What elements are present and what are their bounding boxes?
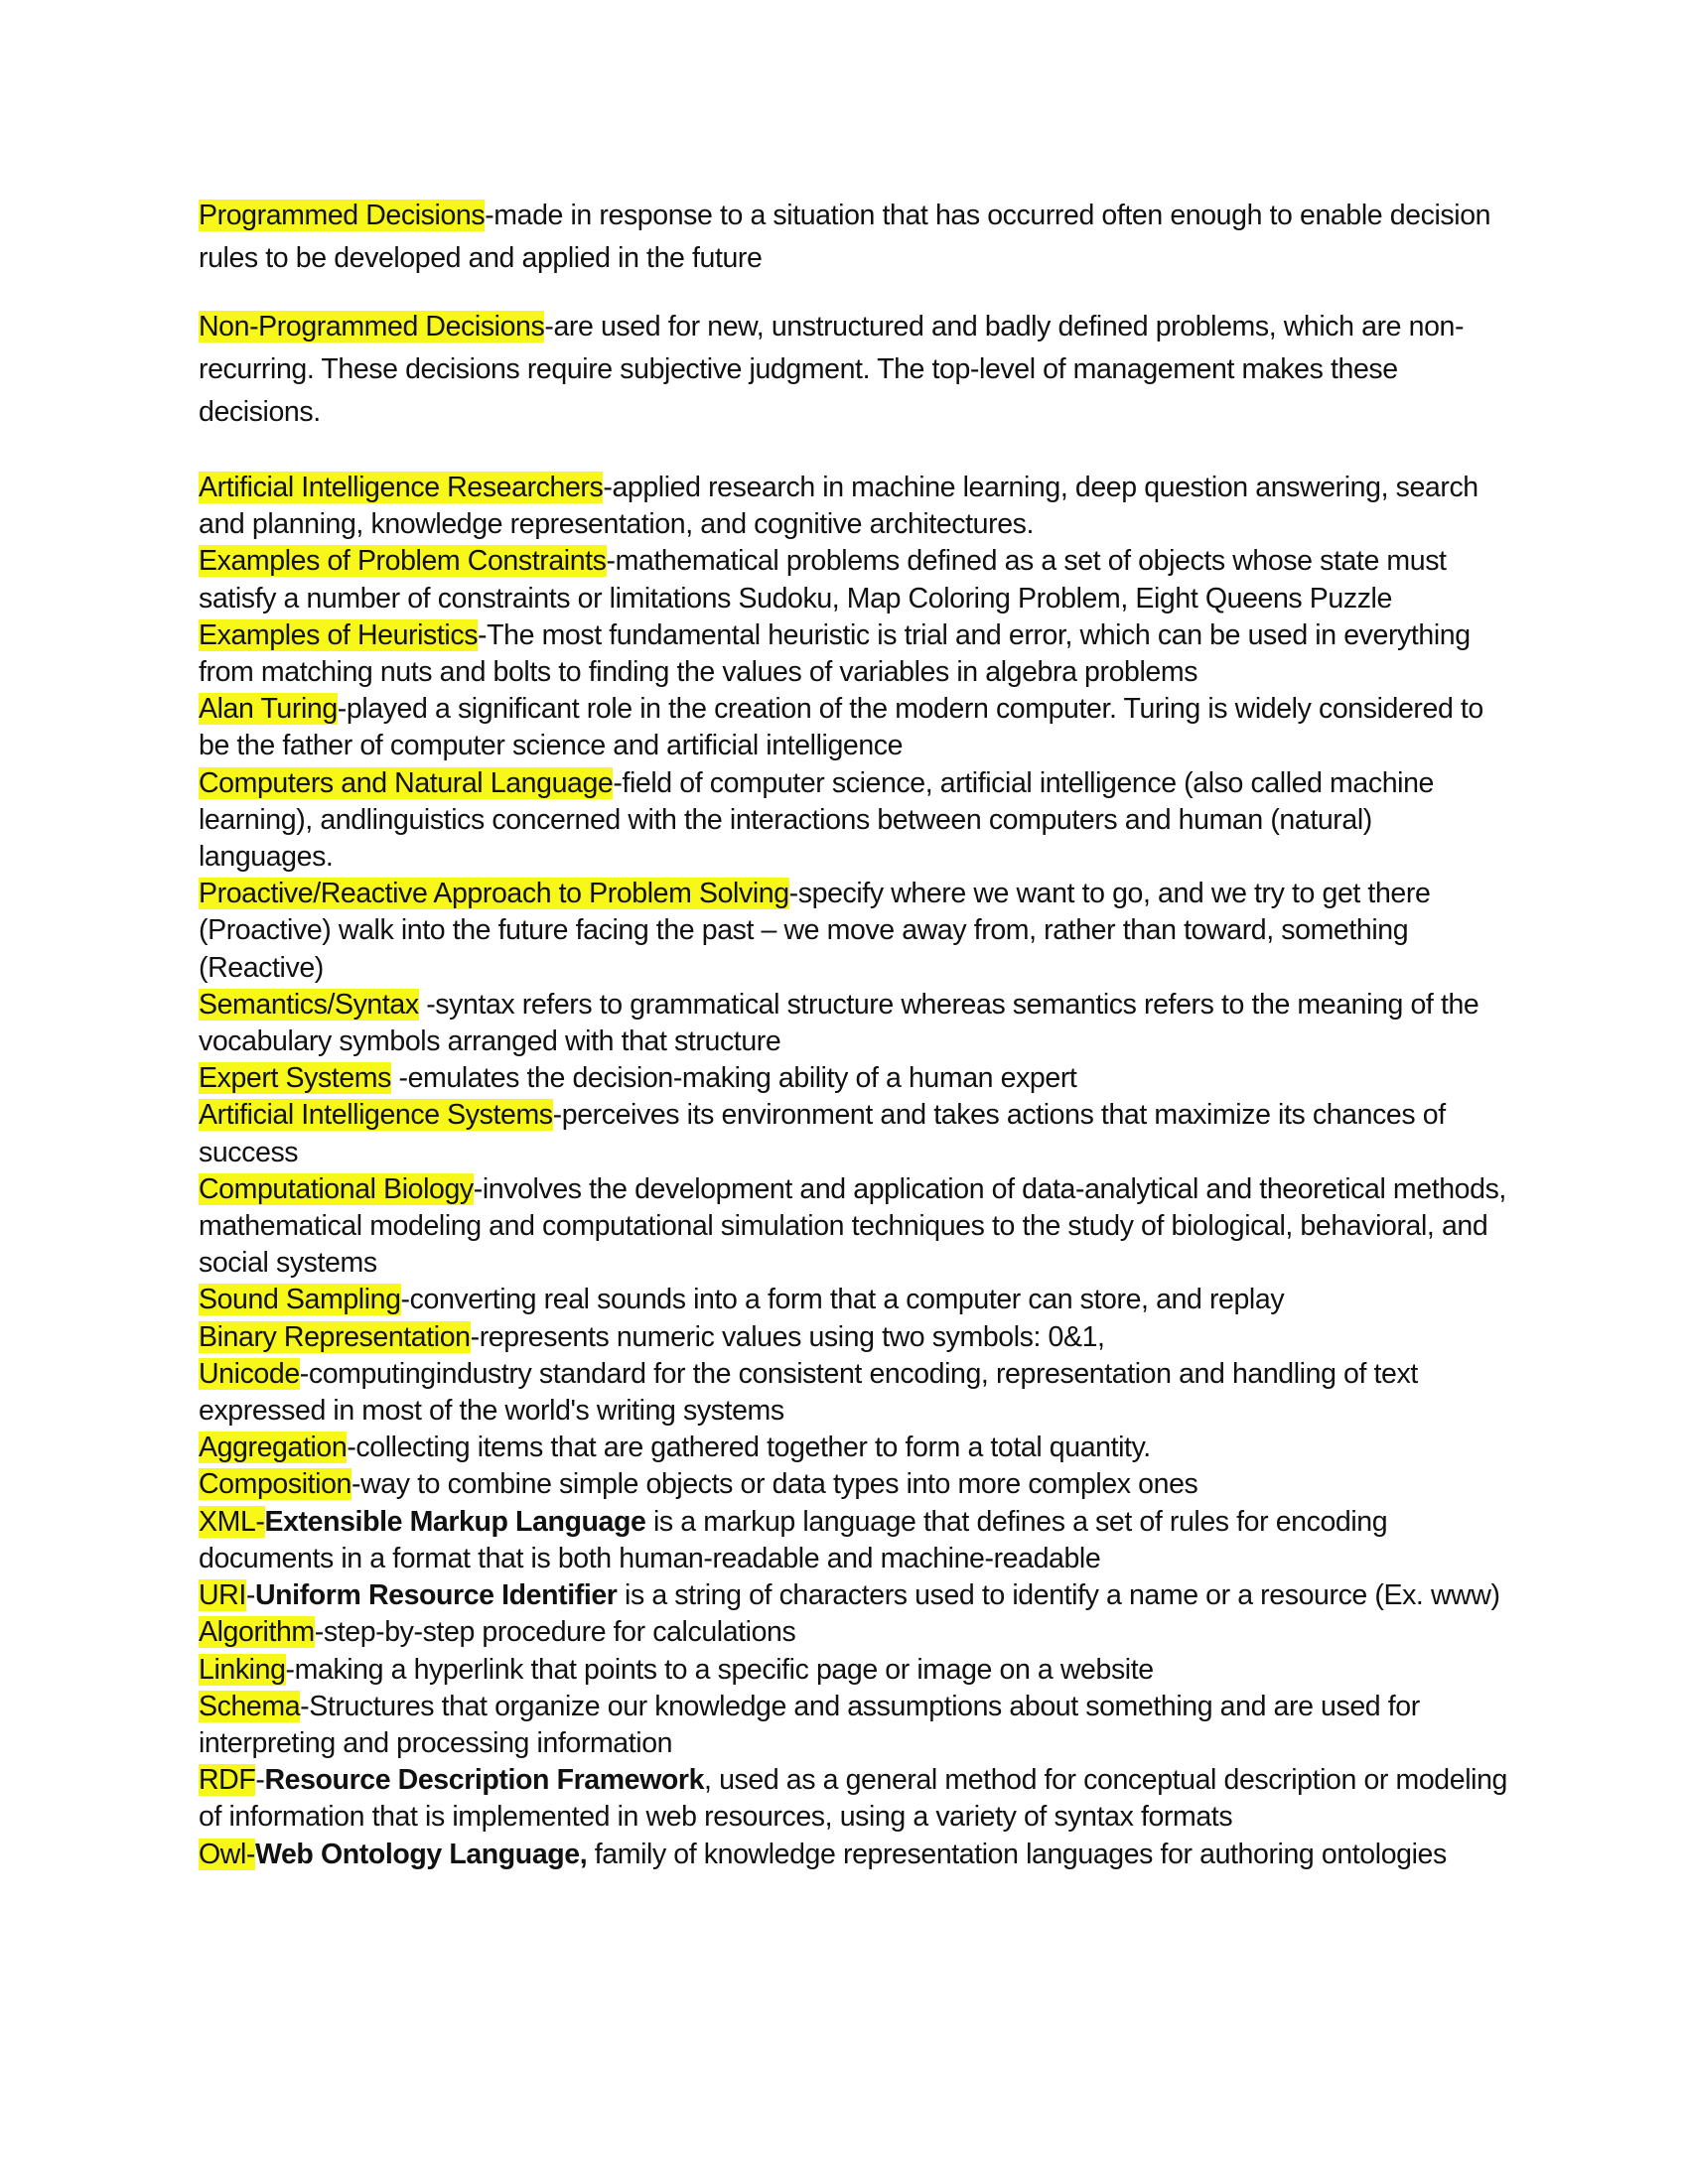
definition-text: -The most fundamental heuristic is trial and error, which can be used in everything from matching nuts and bolts to finding the values of variables in algebra problems bbox=[199, 618, 1471, 689]
highlighted-term: Computers and Natural Language bbox=[199, 766, 614, 799]
highlighted-term: Schema bbox=[199, 1690, 301, 1722]
definition-entry bbox=[199, 1614, 1509, 1651]
expanded-acronym: Web Ontology Language, bbox=[254, 1838, 588, 1870]
definition-paragraph bbox=[199, 306, 1509, 434]
expanded-acronym: Resource Description Framework bbox=[264, 1764, 705, 1797]
definition-text: -converting real sounds into a form that a computer can store, and replay bbox=[400, 1284, 1285, 1316]
definition-entry bbox=[199, 1762, 1509, 1836]
highlighted-term: Non-Programmed Decisions bbox=[199, 311, 545, 342]
definition-text: -represents numeric values using two symbols: 0&1, bbox=[470, 1320, 1105, 1353]
highlighted-term: Computational Biology bbox=[199, 1172, 474, 1205]
highlighted-term: Alan Turing bbox=[199, 693, 338, 726]
term-separator: - bbox=[245, 1579, 255, 1612]
definition-text: -are used for new, unstructured and badly defined problems, which are non-recurring. These decisions require subjective judgment. The top-level of management makes these decisions. bbox=[199, 311, 1465, 428]
definition-entry bbox=[199, 1171, 1509, 1283]
highlighted-term: Linking bbox=[199, 1653, 286, 1686]
definition-entry bbox=[199, 1282, 1509, 1318]
definition-entry bbox=[199, 1689, 1509, 1762]
definition-entry bbox=[199, 1060, 1509, 1097]
highlighted-term: Composition bbox=[199, 1468, 352, 1501]
definition-entry bbox=[199, 1466, 1509, 1503]
expanded-acronym: Uniform Resource Identifier bbox=[254, 1579, 618, 1612]
highlighted-term: XML- bbox=[199, 1505, 265, 1538]
definition-entry bbox=[199, 1652, 1509, 1689]
definition-text: family of knowledge representation languages for authoring ontologies bbox=[587, 1838, 1447, 1870]
highlighted-term: Artificial Intelligence Researchers bbox=[199, 472, 604, 503]
highlighted-term: Examples of Heuristics bbox=[199, 618, 479, 651]
definition-text: -Structures that organize our knowledge and assumptions about something and are used for interpreting and processing information bbox=[199, 1690, 1420, 1759]
definition-entry bbox=[199, 1356, 1509, 1430]
definition-text: -collecting items that are gathered together to form a total quantity. bbox=[347, 1432, 1151, 1464]
definition-text: -applied research in machine learning, deep question answering, search and planning, knowledge representation, and cognitive architectures. bbox=[199, 472, 1478, 541]
definition-text: -step-by-step procedure for calculations bbox=[314, 1616, 796, 1649]
definition-text: is a string of characters used to identify a name or a resource (Ex. www) bbox=[617, 1579, 1500, 1612]
definition-text: -specify where we want to go, and we try to get there (Proactive) walk into the future facing the past – we move away from, rather than toward, something (Reactive) bbox=[199, 878, 1431, 984]
highlighted-term: URI bbox=[199, 1579, 246, 1612]
highlighted-term: Owl- bbox=[199, 1838, 255, 1870]
definition-text: -played a significant role in the creation of the modern computer. Turing is widely considered to be the father of computer science and artificial intelligence bbox=[199, 693, 1483, 762]
definition-text: -made in response to a situation that has occurred often enough to enable decision rules to be developed and applied in the future bbox=[199, 200, 1491, 274]
term-separator: - bbox=[255, 1764, 265, 1797]
highlighted-term: Semantics/Syntax bbox=[199, 988, 419, 1021]
highlighted-term: Unicode bbox=[199, 1357, 300, 1390]
definition-entry bbox=[199, 617, 1509, 691]
definition-text: , used as a general method for conceptual description or modeling of information that is implemented in web resources, using a variety of syntax formats bbox=[199, 1764, 1507, 1834]
definition-text: -syntax refers to grammatical structure whereas semantics refers to the meaning of the vocabulary symbols arranged with that structure bbox=[199, 988, 1479, 1058]
definition-entry bbox=[199, 1319, 1509, 1356]
definition-text: -emulates the decision-making ability of a human expert bbox=[390, 1062, 1077, 1095]
definition-entry bbox=[199, 1097, 1509, 1170]
highlighted-term: Artificial Intelligence Systems bbox=[199, 1099, 553, 1132]
definition-text: -field of computer science, artificial intelligence (also called machine learning), andlinguistics concerned with the interactions between computers and human (natural) languages. bbox=[199, 766, 1434, 874]
definition-entry bbox=[199, 987, 1509, 1060]
definition-text: is a markup language that defines a set of rules for encoding documents in a format that is both human-readable and machine-readable bbox=[199, 1505, 1388, 1574]
definition-entry bbox=[199, 1504, 1509, 1577]
highlighted-term: Proactive/Reactive Approach to Problem Solving bbox=[199, 878, 789, 910]
highlighted-term: Programmed Decisions bbox=[199, 200, 486, 231]
definition-text: -involves the development and application of data-analytical and theoretical methods, mathematical modeling and computational simulation techniques to the study of biological, behavioral, and social systems bbox=[199, 1172, 1506, 1280]
document-page bbox=[199, 195, 1509, 1873]
highlighted-term: Algorithm bbox=[199, 1616, 315, 1649]
highlighted-term: Binary Representation bbox=[199, 1320, 471, 1353]
definition-paragraph bbox=[199, 195, 1509, 280]
definition-entry bbox=[199, 1430, 1509, 1466]
highlighted-term: RDF bbox=[199, 1764, 256, 1797]
definition-text: -computingindustry standard for the consistent encoding, representation and handling of text expressed in most of the world's writing systems bbox=[199, 1357, 1418, 1428]
highlighted-term: Examples of Problem Constraints bbox=[199, 545, 607, 578]
highlighted-term: Sound Sampling bbox=[199, 1284, 401, 1316]
definition-text: -mathematical problems defined as a set of objects whose state must satisfy a number of constraints or limitations Sudoku, Map Coloring Problem, Eight Queens Puzzle bbox=[199, 545, 1447, 614]
definition-entry bbox=[199, 470, 1509, 543]
highlighted-term: Expert Systems bbox=[199, 1062, 391, 1095]
definition-entry bbox=[199, 543, 1509, 616]
definition-text: -making a hyperlink that points to a specific page or image on a website bbox=[285, 1653, 1154, 1686]
definition-entry bbox=[199, 876, 1509, 987]
definition-entry bbox=[199, 1577, 1509, 1614]
highlighted-term: Aggregation bbox=[199, 1432, 348, 1464]
definition-entry bbox=[199, 691, 1509, 764]
definition-list bbox=[199, 470, 1509, 1873]
expanded-acronym: Extensible Markup Language bbox=[264, 1505, 646, 1538]
definition-entry bbox=[199, 765, 1509, 877]
definition-entry bbox=[199, 1837, 1509, 1873]
definition-text: -way to combine simple objects or data types into more complex ones bbox=[352, 1468, 1198, 1501]
definition-text: -perceives its environment and takes actions that maximize its chances of success bbox=[199, 1099, 1446, 1168]
